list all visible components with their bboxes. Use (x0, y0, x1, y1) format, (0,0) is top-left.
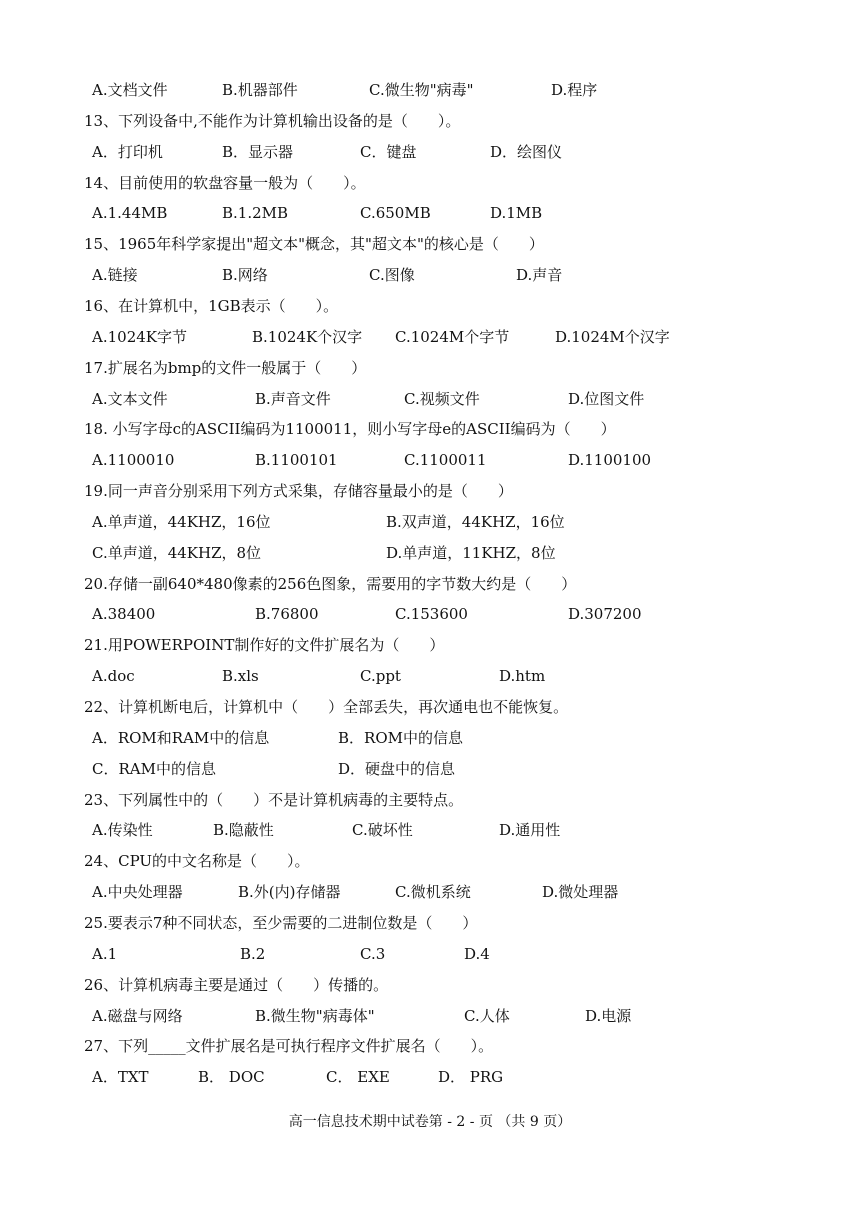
answer-option: A.磁盘与网络 (92, 1006, 183, 1025)
answer-option: B.1.2MB (222, 204, 289, 223)
page-footer: 高一信息技术期中试卷第 - 2 - 页 （共 9 页） (288, 1114, 572, 1130)
answer-option: C.ppt (360, 667, 401, 686)
answer-option: D.位图文件 (568, 389, 645, 408)
answer-option: C.破坏性 (352, 821, 413, 840)
answer-option: D．硬盘中的信息 (338, 759, 456, 778)
question-text: 19.同一声音分别采用下列方式采集，存储容量最小的是（ ） (84, 482, 513, 501)
answer-option: C.3 (360, 944, 386, 963)
answer-option: B.76800 (255, 605, 319, 624)
answer-option: D.声音 (516, 266, 563, 285)
answer-option: C.单声道，44KHZ，8位 (92, 543, 262, 562)
question-text: 21.用POWERPOINT制作好的文件扩展名为（ ） (84, 636, 445, 655)
answer-option: C.视频文件 (404, 389, 480, 408)
question-text: 14、目前使用的软盘容量一般为（ ）。 (84, 173, 366, 192)
answer-option: A．ROM和RAM中的信息 (92, 728, 270, 747)
answer-option: D.电源 (585, 1006, 632, 1025)
answer-option: B.1024K个汉字 (252, 327, 363, 346)
answer-option: D.单声道，11KHZ，8位 (386, 543, 556, 562)
answer-option: C.1100011 (404, 451, 487, 470)
answer-option: C． EXE (326, 1068, 390, 1087)
question-text: 23、下列属性中的（ ）不是计算机病毒的主要特点。 (84, 790, 464, 809)
answer-option: C．键盘 (360, 142, 417, 161)
answer-option: B.机器部件 (222, 81, 298, 99)
answer-option: A．TXT (92, 1068, 149, 1087)
answer-option: C.人体 (464, 1006, 510, 1025)
answer-option: B.xls (222, 667, 259, 686)
answer-option: D.1MB (490, 204, 543, 223)
answer-option: B.微生物"病毒体" (255, 1006, 375, 1025)
question-text: 15、1965年科学家提出"超文本"概念，其"超文本"的核心是（ ） (84, 235, 544, 254)
answer-option: C.微生物"病毒" (369, 81, 474, 99)
question-text: 20.存储一副640*480像素的256色图象，需要用的字节数大约是（ ） (84, 574, 577, 593)
answer-option: C.153600 (395, 605, 468, 624)
answer-option: D.307200 (568, 605, 642, 624)
answer-option: B．ROM中的信息 (338, 728, 463, 747)
answer-option: A.链接 (92, 266, 138, 285)
question-text: 25.要表示7种不同状态，至少需要的二进制位数是（ ） (84, 913, 478, 932)
answer-option: B.网络 (222, 266, 268, 285)
answer-option: A.38400 (92, 605, 156, 624)
answer-option: B．显示器 (222, 142, 294, 161)
answer-option: A.1.44MB (92, 204, 168, 223)
answer-option: C.图像 (369, 266, 415, 285)
question-text: 26、计算机病毒主要是通过（ ）传播的。 (84, 975, 389, 994)
question-text: 17.扩展名为bmp的文件一般属于（ ） (84, 358, 367, 377)
question-text: 18. 小写字母c的ASCII编码为1100011，则小写字母e的ASCII编码为（ ） (84, 420, 616, 439)
answer-option: B.1100101 (255, 451, 338, 470)
answer-option: B.双声道，44KHZ，16位 (386, 512, 565, 531)
answer-option: A.doc (92, 667, 135, 686)
answer-option: D． PRG (438, 1068, 504, 1087)
answer-option: D.程序 (551, 81, 598, 99)
answer-option: D.通用性 (499, 821, 561, 840)
answer-option: D．绘图仪 (490, 142, 563, 161)
answer-option: A.单声道，44KHZ，16位 (92, 512, 271, 531)
question-text: 27、下列_____文件扩展名是可执行程序文件扩展名（ ）。 (84, 1037, 494, 1056)
answer-option: A.中央处理器 (92, 883, 183, 902)
answer-option: C.1024M个字节 (395, 327, 510, 346)
answer-option: A.1024K字节 (92, 327, 187, 346)
answer-option: D.4 (464, 944, 490, 963)
answer-option: A.文档文件 (92, 81, 168, 99)
question-text: 13、下列设备中,不能作为计算机输出设备的是（ ）。 (84, 111, 461, 130)
answer-option: C．RAM中的信息 (92, 759, 216, 778)
question-text: 22、计算机断电后，计算机中（ ）全部丢失，再次通电也不能恢复。 (84, 698, 569, 716)
answer-option: D.微处理器 (542, 883, 619, 902)
answer-option: B.外(内)存储器 (238, 883, 341, 902)
answer-option: B.2 (240, 944, 266, 963)
answer-option: A．打印机 (92, 142, 163, 161)
answer-option: B.声音文件 (255, 389, 331, 408)
answer-option: A.1 (92, 944, 118, 963)
answer-option: A.文本文件 (92, 389, 168, 408)
answer-option: C.650MB (360, 204, 431, 223)
answer-option: A.1100010 (92, 451, 175, 470)
question-text: 24、CPU的中文名称是（ ）。 (84, 852, 310, 871)
answer-option: A.传染性 (92, 821, 153, 840)
answer-option: B.隐蔽性 (213, 821, 274, 840)
answer-option: B． DOC (198, 1068, 265, 1087)
answer-option: D.htm (499, 667, 546, 686)
question-text: 16、在计算机中，1GB表示（ ）。 (84, 296, 339, 315)
answer-option: C.微机系统 (395, 883, 471, 902)
answer-option: D.1024M个汉字 (555, 327, 670, 346)
answer-option: D.1100100 (568, 451, 652, 470)
